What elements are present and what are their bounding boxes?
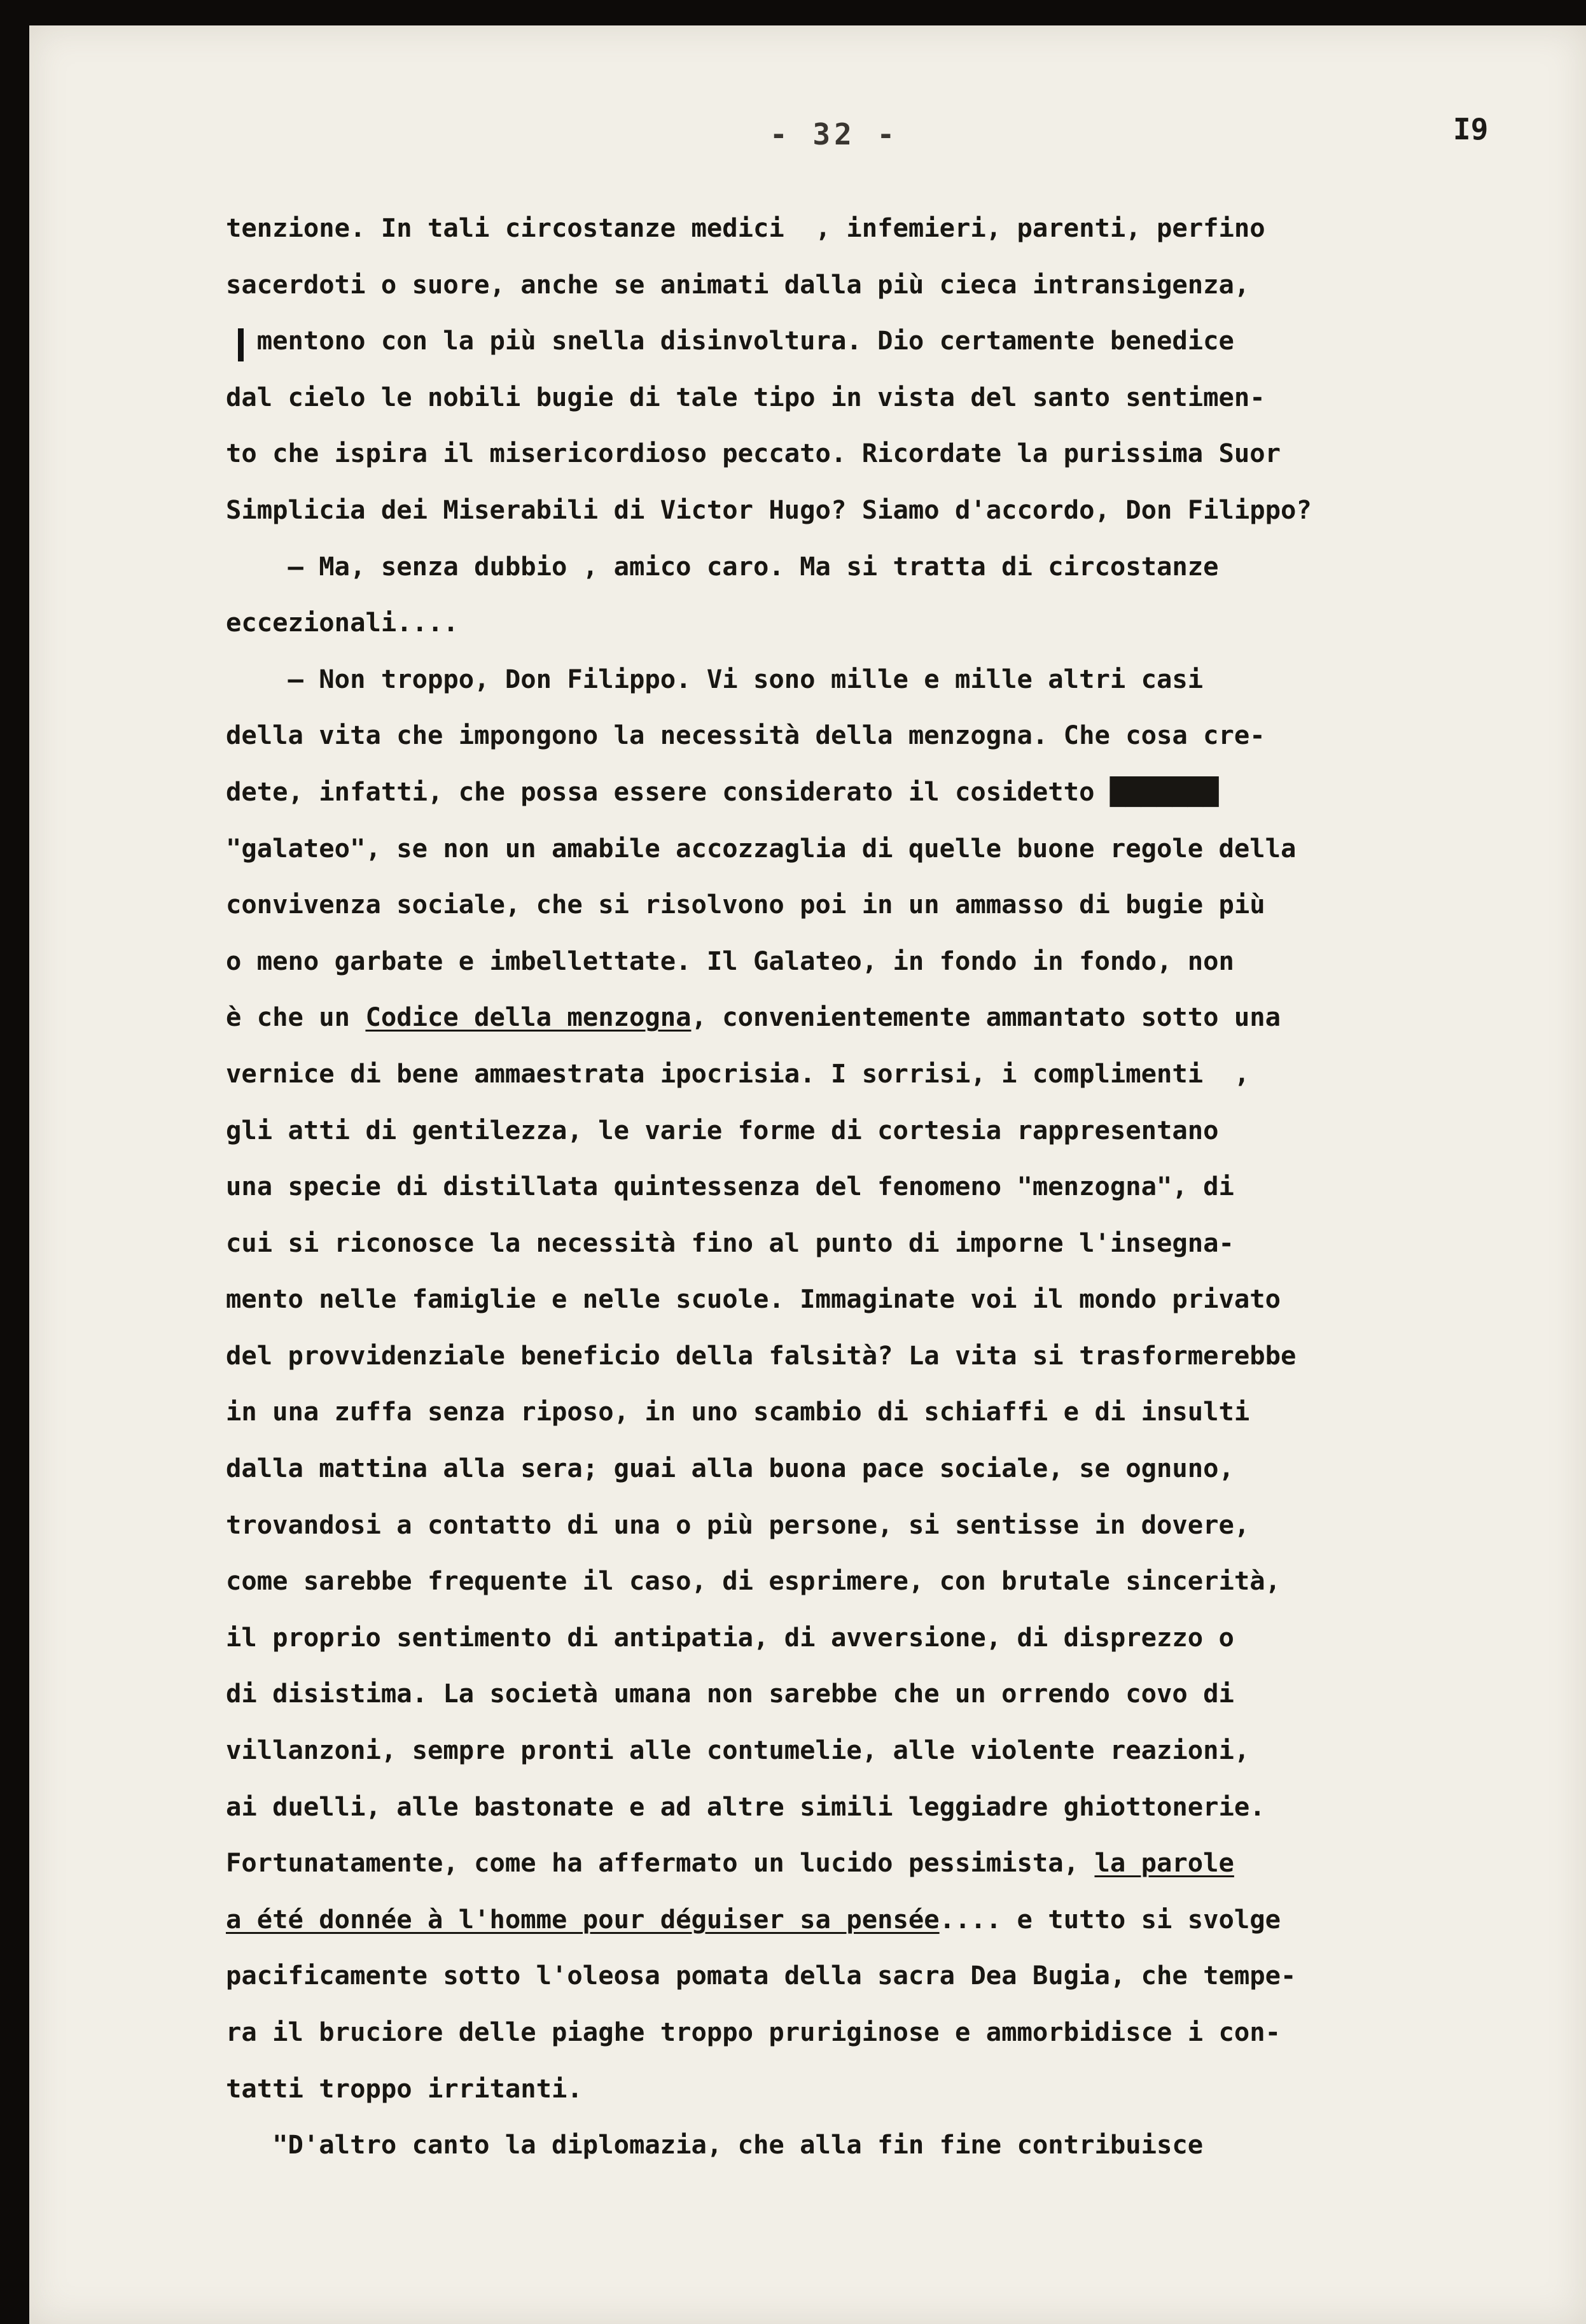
text-line: trovandosi a contatto di una o più persone, si sentisse in dovere, bbox=[226, 1509, 1250, 1540]
text-line: mentono con la più snella disinvoltura. Dio certamente benedice bbox=[226, 325, 1234, 356]
text-line: come sarebbe frequente il caso, di esprimere, con brutale sincerità, bbox=[226, 1565, 1281, 1597]
page-header bbox=[0, 108, 1586, 159]
text-line: sacerdoti o suore, anche se animati dalla più cieca intransigenza, bbox=[226, 269, 1250, 300]
underlined-phrase: a été donnée à l'homme pour déguiser sa pensée bbox=[226, 1903, 940, 1935]
text-line: del provvidenziale beneficio della falsità? La vita si trasformerebbe bbox=[226, 1340, 1297, 1371]
text-line: dal cielo le nobili bugie di tale tipo in vista del santo sentimen- bbox=[226, 381, 1265, 412]
text-line: dalla mattina alla sera; guai alla buona pace sociale, se ognuno, bbox=[226, 1453, 1234, 1484]
text-line: Fortunatamente, come ha affermato un lucido pessimista, la parole bbox=[226, 1847, 1234, 1879]
text-line: — Ma, senza dubbio , amico caro. Ma si tratta di circostanze bbox=[226, 550, 1219, 582]
sheet-number: I9 bbox=[1453, 112, 1489, 146]
text-line: villanzoni, sempre pronti alle contumelie, alle violente reazioni, bbox=[226, 1735, 1250, 1766]
text-line: Simplicia dei Miserabili di Victor Hugo? Siamo d'accordo, Don Filippo? bbox=[226, 494, 1312, 525]
text-line: una specie di distillata quintessenza del fenomeno "menzogna", di bbox=[226, 1171, 1234, 1202]
underlined-phrase: Codice della menzogna bbox=[365, 1002, 692, 1033]
text-line: — Non troppo, Don Filippo. Vi sono mille e mille altri casi bbox=[226, 663, 1204, 694]
page-marker: - 32 - bbox=[770, 117, 899, 151]
text-line: "D'altro canto la diplomazia, che alla fin fine contribuisce bbox=[226, 2129, 1204, 2160]
text-line: pacificamente sotto l'oleosa pomata della sacra Dea Bugia, che tempe- bbox=[226, 1960, 1297, 1991]
text-line: vernice di bene ammaestrata ipocrisia. I sorrisi, i complimenti , bbox=[226, 1058, 1250, 1089]
text-line: "galateo", se non un amabile accozzaglia di quelle buone regole della bbox=[226, 832, 1297, 864]
text-line: o meno garbate e imbellettate. Il Galateo, in fondo in fondo, non bbox=[226, 945, 1234, 976]
text-line: della vita che impongono la necessità della menzogna. Che cosa cre- bbox=[226, 720, 1265, 751]
text-line: mento nelle famiglie e nelle scuole. Immaginate voi il mondo privato bbox=[226, 1284, 1281, 1315]
text-line: dete, infatti, che possa essere considerato il cosidetto ███████ bbox=[226, 776, 1219, 807]
text-line: ai duelli, alle bastonate e ad altre simili leggiadre ghiottonerie. bbox=[226, 1791, 1265, 1822]
text-line: convivenza sociale, che si risolvono poi in un ammasso di bugie più bbox=[226, 889, 1265, 920]
text-line: tatti troppo irritanti. bbox=[226, 2073, 583, 2104]
text-line: è che un Codice della menzogna, convenientemente ammantato sotto una bbox=[226, 1002, 1281, 1033]
body-text bbox=[226, 200, 1575, 2173]
text-line: to che ispira il misericordioso peccato. Ricordate la purissima Suor bbox=[226, 438, 1281, 469]
text-line: ra il bruciore delle piaghe troppo pruriginose e ammorbidisce i con- bbox=[226, 2017, 1281, 2047]
text-line: di disistima. La società umana non sarebbe che un orrendo covo di bbox=[226, 1678, 1234, 1709]
text-line: il proprio sentimento di antipatia, di avversione, di disprezzo o bbox=[226, 1621, 1234, 1653]
text-line: gli atti di gentilezza, le varie forme di cortesia rappresentano bbox=[226, 1114, 1219, 1145]
text-line: in una zuffa senza riposo, in uno scambio di schiaffi e di insulti bbox=[226, 1396, 1250, 1427]
text-line: eccezionali.... bbox=[226, 607, 459, 638]
underlined-phrase: la parole bbox=[1094, 1847, 1234, 1879]
text-line: cui si riconosce la necessità fino al punto di imporne l'insegna- bbox=[226, 1227, 1234, 1258]
text-line: tenzione. In tali circostanze medici , infemieri, parenti, perfino bbox=[226, 213, 1265, 243]
text-line: a été donnée à l'homme pour déguiser sa pensée.... e tutto si svolge bbox=[226, 1903, 1281, 1935]
